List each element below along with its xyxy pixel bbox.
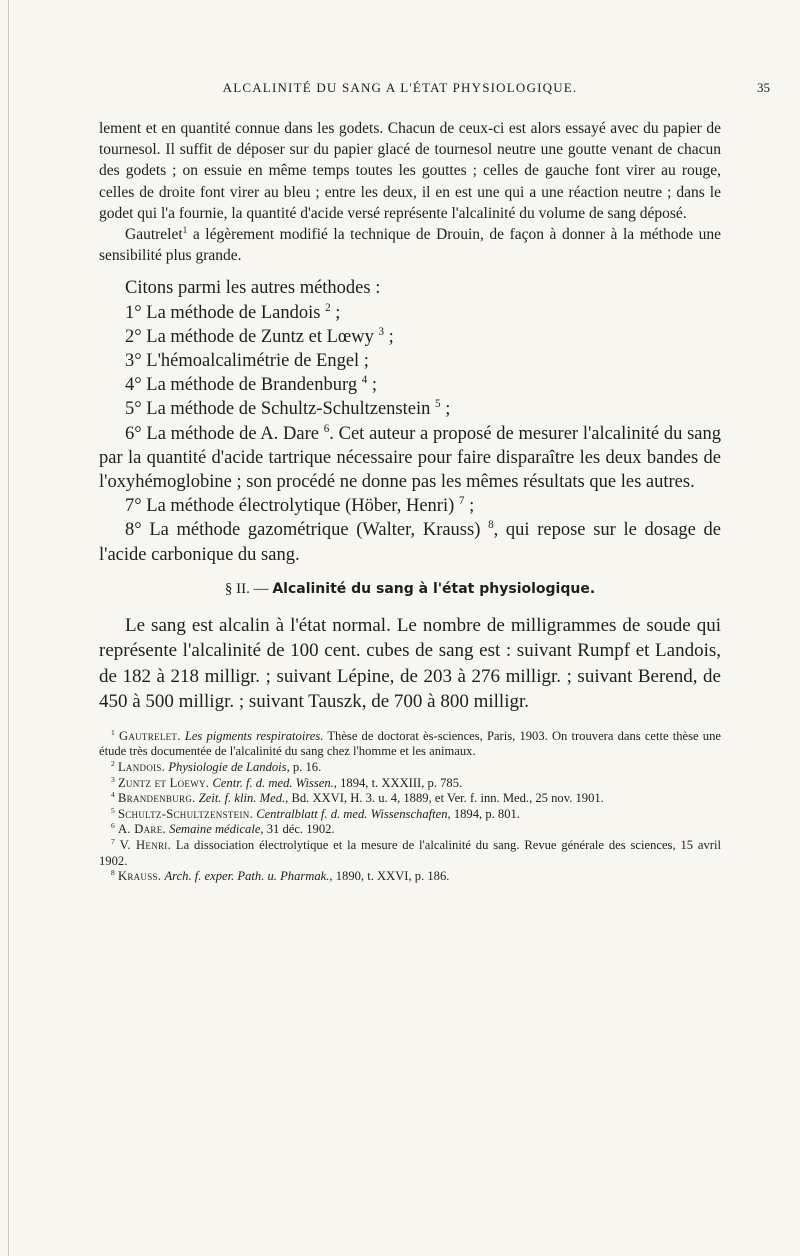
- footnote: [99, 776, 721, 792]
- running-title: ALCALINITÉ DU SANG A L'ÉTAT PHYSIOLOGIQUE.: [222, 80, 578, 95]
- method-footnote-ref: 7: [458, 495, 465, 508]
- footnote-rest: 1894, t. XXXIII, p. 785.: [336, 775, 463, 790]
- footnote-title: Centralblatt f. d. med. Wissenschaften,: [256, 806, 451, 821]
- section-body: Le sang est alcalin à l'état normal. Le nombre de milligrammes de soude qui représente l'alcalinité de 100 cent. cubes de sang est : suivant Rumpf et Landois, de 182 à 218 milligr. ; suivant Lépine, de 203 à 276 milligr. ; suivant Berend, de 450 à 500 milligr. ; suivant Tauszk, de 700 à 800 milligr.: [99, 614, 721, 713]
- footnotes: [99, 729, 721, 885]
- section-number: § II. —: [224, 580, 269, 597]
- method-footnote-ref: 8: [488, 519, 494, 532]
- method-footnote-ref: 3: [378, 325, 385, 338]
- method-text: La méthode de Zuntz et Lœwy: [146, 326, 374, 347]
- footnote-rest: 1894, p. 801.: [450, 806, 520, 821]
- method-text: La méthode gazométrique (Walter, Krauss): [149, 520, 481, 541]
- footnote: [99, 791, 721, 807]
- page-edge-line: [8, 0, 9, 1256]
- method-item: [99, 518, 721, 566]
- footnote-author: V. Henri.: [119, 838, 172, 853]
- footnote: [99, 807, 721, 823]
- footnote-number: 7: [111, 836, 115, 846]
- footnote-author: Brandenburg.: [117, 791, 196, 806]
- method-item: [99, 373, 721, 397]
- footnote-author: Gautrelet.: [118, 728, 181, 743]
- footnote-number: 1: [111, 727, 115, 737]
- footnote-author: Zuntz et Loewy.: [117, 775, 210, 790]
- method-item: [99, 422, 721, 495]
- footnote-rest: Thèse de doctorat ès-sciences, Paris, 1903. On trouvera dans cette thèse une étude très documentée de l'alcalinité du sang chez l'homme et les animaux.: [99, 728, 721, 759]
- footnote-ref-1: 1: [182, 225, 188, 236]
- footnote-rest: 1890, t. XXVI, p. 186.: [332, 869, 450, 884]
- method-item: [99, 397, 721, 421]
- method-after: , qui repose sur le dosage de l'acide carbonique du sang.: [99, 520, 722, 565]
- footnote-title: Les pigments respiratoires.: [184, 728, 324, 743]
- method-number: 3°: [125, 351, 142, 372]
- section-title: Alcalinité du sang à l'état physiologique.: [272, 580, 596, 597]
- method-item: [99, 301, 721, 325]
- footnote-rest: Bd. XXVI, H. 3. u. 4, 1889, et Ver. f. inn. Med., 25 nov. 1901.: [288, 791, 604, 806]
- footnote-number: 8: [111, 868, 115, 878]
- method-footnote-ref: 2: [325, 301, 331, 314]
- method-footnote-ref: 5: [435, 398, 441, 411]
- running-head: [0, 80, 800, 104]
- methods-intro: Citons parmi les autres méthodes :: [125, 278, 381, 299]
- author-gautrelet: Gautrelet: [125, 226, 183, 244]
- method-after: ;: [330, 302, 341, 323]
- footnote: [99, 822, 721, 838]
- method-number: 1°: [125, 302, 142, 323]
- method-text: La méthode de Landois: [146, 302, 321, 323]
- method-footnote-ref: 4: [361, 374, 368, 387]
- footnote-rest: La dissociation électrolytique et la mesure de l'alcalinité du sang. Revue générale des sciences, 15 avril 1902.: [99, 838, 721, 868]
- method-after: ;: [384, 326, 394, 347]
- footnote-author: Schultz-Schultzenstein.: [117, 806, 254, 821]
- method-number: 4°: [125, 375, 142, 396]
- footnote-rest: 31 déc. 1902.: [263, 822, 335, 837]
- footnote-title: Arch. f. exper. Path. u. Pharmak.,: [164, 869, 333, 884]
- footnote-author: Krauss.: [117, 869, 162, 884]
- footnote: [99, 838, 721, 869]
- footnote: [99, 729, 721, 760]
- footnote-title: Physiologie de Landois,: [168, 760, 290, 775]
- section-heading: [99, 579, 721, 599]
- footnote-rest: p. 16.: [289, 760, 322, 775]
- method-item: [99, 349, 721, 373]
- method-item: [99, 494, 721, 518]
- page-number: 35: [757, 80, 770, 95]
- method-item: [99, 325, 721, 349]
- method-number: 7°: [125, 496, 142, 517]
- method-text: La méthode de Schultz-Schultzenstein: [146, 399, 431, 420]
- method-footnote-ref: 6: [323, 422, 330, 435]
- method-after: ;: [440, 399, 451, 420]
- footnote-number: 5: [111, 805, 115, 815]
- method-number: 6°: [125, 423, 142, 444]
- footnote-author: Landois.: [117, 760, 166, 775]
- method-after: ;: [367, 375, 378, 396]
- footnote: [99, 760, 721, 776]
- footnote-author: A. Dare.: [117, 822, 166, 837]
- page-content: [99, 118, 721, 885]
- method-text: La méthode électrolytique (Höber, Henri): [146, 496, 455, 517]
- footnote: [99, 869, 721, 885]
- intro-paragraph-1: lement et en quantité connue dans les godets. Chacun de ceux-ci est alors essayé avec du papier de tournesol. Il suffit de déposer sur du papier glacé de tournesol neutre une goutte venant de chacun des godets ; on essuie en même temps toutes les gouttes ; celles de gauche font virer au rouge, celles de droite font virer au bleu ; entre les deux, il en est une qui a une réaction neutre ; dans le godet qui l'a fournie, la quantité d'acide versé représente l'alcalinité du volume de sang déposé.: [99, 120, 721, 222]
- method-text: L'hémoalcalimétrie de Engel ;: [146, 351, 369, 372]
- footnote-title: Semaine médicale,: [169, 822, 264, 837]
- methods-list: [99, 276, 721, 566]
- footnote-number: 3: [111, 774, 115, 784]
- method-text: La méthode de Brandenburg: [146, 375, 358, 396]
- footnote-number: 6: [111, 821, 115, 831]
- intro-paragraph-2: [99, 224, 721, 266]
- footnote-number: 4: [111, 790, 115, 800]
- method-number: 2°: [125, 326, 142, 347]
- method-text: La méthode de A. Dare: [146, 423, 319, 444]
- method-number: 8°: [125, 520, 142, 541]
- footnote-title: Centr. f. d. med. Wissen.,: [212, 775, 337, 790]
- footnote-number: 2: [111, 758, 115, 768]
- method-after: . Cet auteur a proposé de mesurer l'alcalinité du sang par la quantité d'acide tartrique nécessaire pour faire disparaître les deux bandes de l'oxyhémoglobine ; son procédé ne donne pas les mêmes résultats que les autres.: [99, 423, 722, 493]
- method-number: 5°: [125, 399, 142, 420]
- method-after: ;: [464, 496, 475, 517]
- footnote-title: Zeit. f. klin. Med.,: [198, 791, 289, 806]
- intro-paragraph-2-text: a légèrement modifié la technique de Drouin, de façon à donner à la méthode une sensibilité plus grande.: [99, 226, 721, 265]
